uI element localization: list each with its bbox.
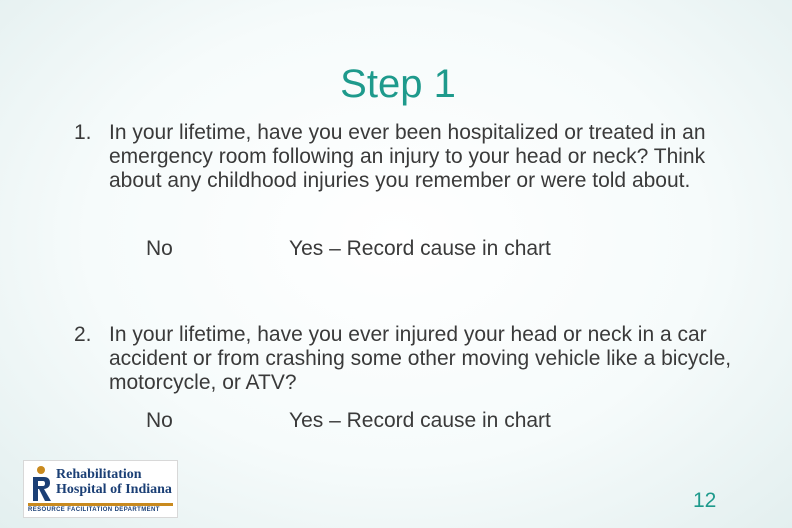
- option-yes: Yes – Record cause in chart: [289, 409, 551, 432]
- slide-title: Step 1: [340, 62, 456, 106]
- logo-divider: [28, 503, 173, 506]
- rehab-figure-icon: [28, 465, 54, 503]
- option-no: No: [146, 409, 173, 432]
- option-yes: Yes – Record cause in chart: [289, 237, 551, 260]
- logo-line-1: Rehabilitation: [56, 467, 142, 482]
- logo-line-2: Hospital of Indiana: [56, 482, 172, 497]
- logo-department: RESOURCE FACILITATION DEPARTMENT: [28, 507, 160, 513]
- question-text: In your lifetime, have you ever been hospitalized or treated in an emergency room following an injury to your head or neck? Think about any childhood injuries you remember or were told about.: [109, 121, 706, 192]
- question-number: 2.: [74, 323, 92, 346]
- answer-options: [146, 409, 746, 433]
- question-number: 1.: [74, 121, 92, 144]
- hospital-logo: [23, 460, 178, 518]
- question-item: [74, 121, 754, 269]
- option-no: No: [146, 237, 173, 260]
- page-number: 12: [693, 489, 717, 512]
- logo-org-name: [56, 467, 172, 497]
- answer-options: [146, 237, 746, 261]
- question-text: In your lifetime, have you ever injured your head or neck in a car accident or from crashing some other moving vehicle like a bicycle, motorcycle, or ATV?: [109, 323, 732, 394]
- question-item: [74, 323, 754, 441]
